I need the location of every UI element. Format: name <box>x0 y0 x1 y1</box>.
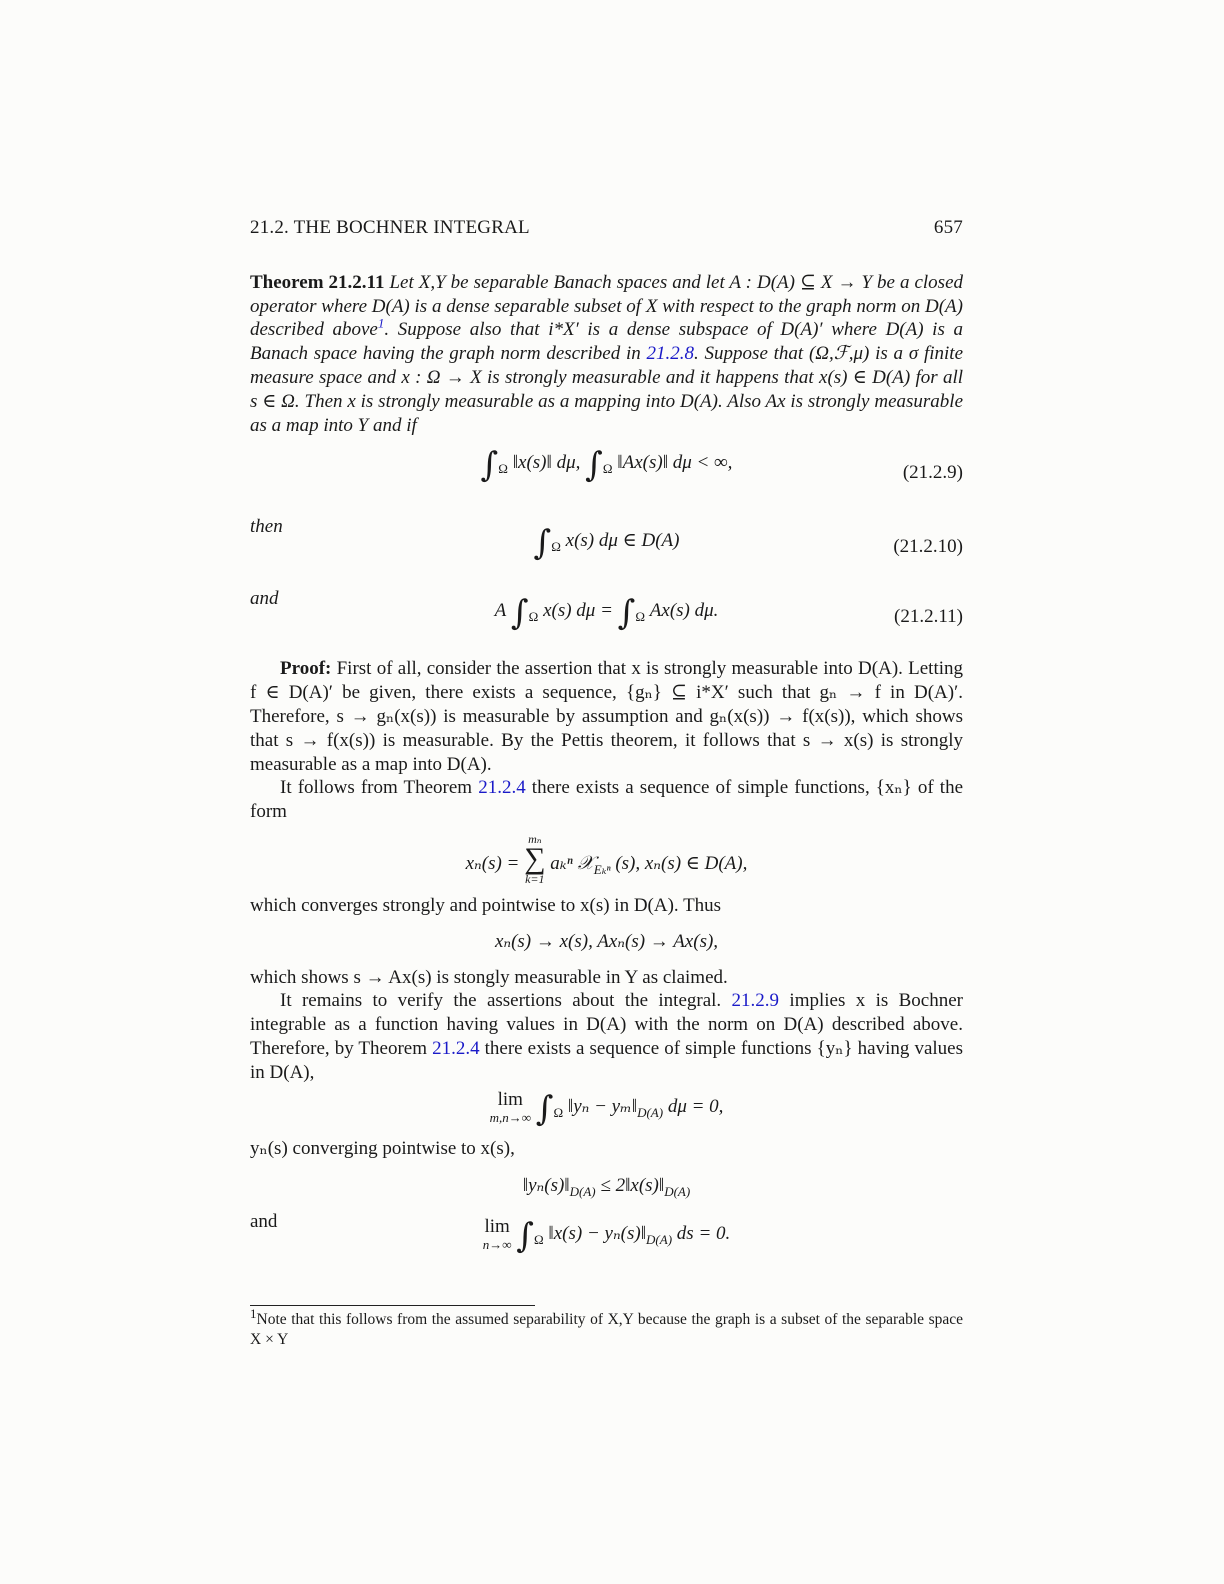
theorem-label: Theorem 21.2.11 <box>250 271 385 293</box>
theorem-block <box>250 271 963 438</box>
section-title: 21.2. THE BOCHNER INTEGRAL <box>250 217 530 238</box>
theorem-text-2: . Suppose also that i*X′ is a dense subspace of D(A)′ where D(A) is a Banach space having the graph norm described in <box>250 319 963 365</box>
convergence-display: xₙ(s) → x(s), Axₙ(s) → Ax(s), <box>494 930 719 952</box>
then-label: then <box>250 516 283 538</box>
ref-link-21-2-4[interactable]: 21.2.4 <box>478 777 526 799</box>
proof-paragraph-6: yₙ(s) converging pointwise to x(s), <box>250 1137 515 1159</box>
limit-display-1: lim m,n→∞ $\int_\Omega$ ‖yₙ − $y_m‖_{D(A)}$ dμ = 0, <box>489 1088 724 1129</box>
equation-21-2-11 <box>250 587 963 635</box>
bound-display: $‖y_n(s)‖_{D(A)}$ ≤ $2‖x(s)‖_{D(A)}$ <box>522 1175 691 1200</box>
proof-paragraph-5: It remains to verify the assertions about the integral. 21.2.9 implies x is Bochner integrable as a function having values in D(A) with the norm on D(A) described above. Therefore, by Theorem 21.2.4 there exists a sequence of simple functions {yₙ} having values in D(A), <box>250 990 963 1083</box>
equation-body: A $\int_\Omega$ x(s) $d\mu = \int_\Omega$ Ax(s) dμ. <box>494 593 719 634</box>
footnote <box>250 1305 963 1350</box>
ref-link-21-2-4b[interactable]: 21.2.4 <box>432 1037 480 1059</box>
theorem-text-1: Let X,Y be separable Banach spaces and let A : D(A) ⊆ X → Y be a closed operator where D(A) is a dense separable subset of X with respect to the graph norm on D(A) described above <box>250 271 964 341</box>
limit-display-2: and lim n→∞ $\int_\Omega$ ‖x(s) − $y_n(s)‖_{D(A)}$ ds = 0. <box>250 1211 731 1257</box>
equation-21-2-9 <box>250 445 963 499</box>
proof-paragraph-3: which converges strongly and pointwise to x(s) in D(A). Thus <box>250 894 722 916</box>
running-header <box>250 216 963 240</box>
simple-function-display: xₙ(s) = mₙ ∑ k=1 aₖⁿ 𝒳$_{E_k^n}$ (s), xₙ(s) ∈ D(A), <box>465 831 748 886</box>
footnote-mark: 1 <box>250 1305 257 1321</box>
proof-paragraph-1: Proof: First of all, consider the assertion that x is strongly measurable into D(A). Letting f ∈ D(A)′ be given, there exists a sequence, {gₙ} ⊆ i*X′ such that gₙ → f in D(A)′. Therefore, s → gₙ(x(s)) is measurable by assumption and gₙ(x(s)) → f(x(s)), which shows that s → f(x(s)) is measurable. By the Pettis theorem, it follows that s → x(s) is strongly measurable as a map into D(A). <box>250 658 964 775</box>
proof-paragraph-2: It follows from Theorem 21.2.4 there exists a sequence of simple functions, {xₙ} of the form <box>250 777 964 823</box>
and-label: and <box>250 588 279 610</box>
page-body <box>250 216 964 1257</box>
equation-number: (21.2.11) <box>894 606 963 628</box>
equation-body: $\int_\Omega$ ‖x(s)‖ dμ, $\int_\Omega$ ‖Ax(s)‖ dμ < ∞, <box>480 445 733 486</box>
footnote-rule <box>250 1305 535 1306</box>
equation-number: (21.2.9) <box>902 462 963 484</box>
footnote-ref[interactable]: 1 <box>377 316 385 332</box>
equation-body: $\int_\Omega$ x(s) dμ ∈ D(A) <box>533 523 680 564</box>
proof-label: Proof: <box>280 658 332 680</box>
ref-link-21-2-8[interactable]: 21.2.8 <box>646 343 695 365</box>
equation-number: (21.2.10) <box>893 536 963 558</box>
theorem-text-3: . Suppose that (Ω,ℱ,μ) is a σ finite measure space and x : Ω → X is strongly measurable and it happens that x(s) ∈ D(A) for all s ∈ Ω. Then x is strongly measurable as a mapping into D(A). Also Ax is strongly measurable as a map into Y and if <box>250 343 963 436</box>
ref-link-21-2-9[interactable]: 21.2.9 <box>731 990 780 1012</box>
footnote-text: Note that this follows from the assumed separability of X,Y because the graph is a subset of the separable space X × Y <box>250 1311 963 1348</box>
proof-paragraph-4: which shows s → Ax(s) is stongly measurable in Y as claimed. <box>250 966 728 988</box>
page-number: 657 <box>933 217 963 238</box>
equation-21-2-10 <box>250 516 963 567</box>
